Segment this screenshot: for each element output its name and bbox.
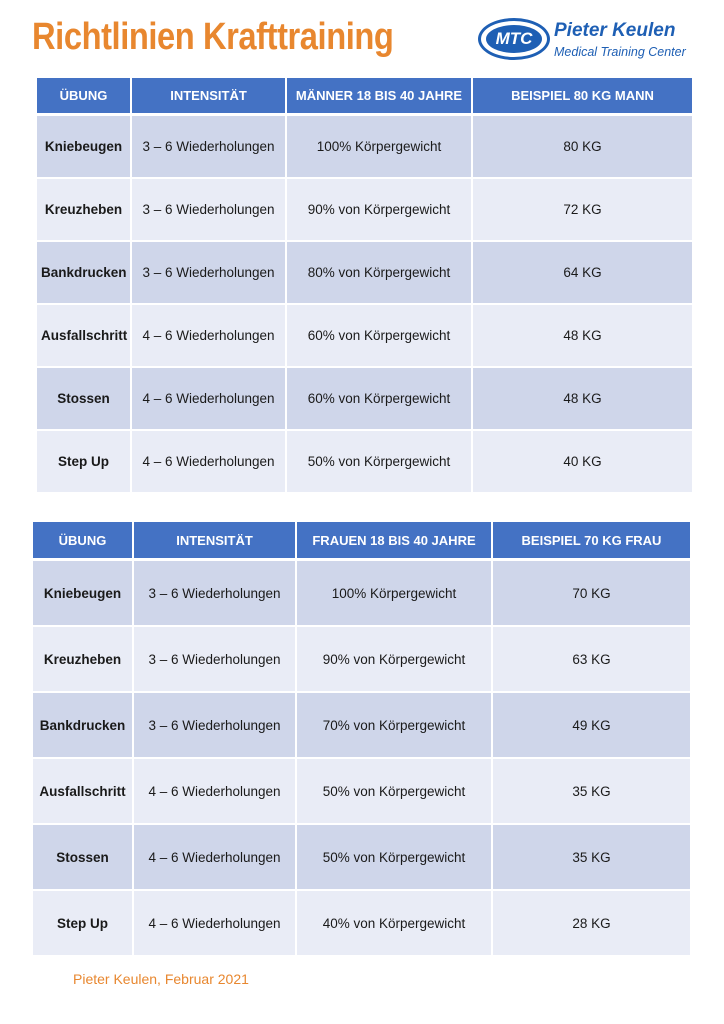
intensity-cell: 3 – 6 Wiederholungen [134,561,297,627]
column-header: INTENSITÄT [132,78,287,116]
table-header-row [37,78,692,116]
exercise-cell: Stossen [33,825,134,891]
example-weight-cell: 64 KG [473,242,692,305]
table-row [37,242,692,305]
intensity-cell: 3 – 6 Wiederholungen [134,627,297,693]
example-weight-cell: 49 KG [493,693,690,759]
men-guidelines-table [37,78,692,494]
table-row [37,179,692,242]
percentage-cell: 90% von Körpergewicht [287,179,473,242]
example-weight-cell: 48 KG [473,368,692,431]
column-header: ÜBUNG [37,78,132,116]
percentage-cell: 60% von Körpergewicht [287,305,473,368]
intensity-cell: 3 – 6 Wiederholungen [134,693,297,759]
percentage-cell: 50% von Körpergewicht [297,759,493,825]
logo-name: Pieter Keulen [554,20,676,41]
column-header: ÜBUNG [33,522,134,561]
exercise-cell: Kniebeugen [33,561,134,627]
example-weight-cell: 35 KG [493,825,690,891]
exercise-cell: Kreuzheben [33,627,134,693]
intensity-cell: 3 – 6 Wiederholungen [132,116,287,179]
example-weight-cell: 63 KG [493,627,690,693]
percentage-cell: 60% von Körpergewicht [287,368,473,431]
mtc-logo-badge-text: MTC [486,25,542,53]
exercise-cell: Step Up [37,431,132,494]
exercise-cell: Ausfallschritt [33,759,134,825]
example-weight-cell: 40 KG [473,431,692,494]
percentage-cell: 70% von Körpergewicht [297,693,493,759]
intensity-cell: 4 – 6 Wiederholungen [132,305,287,368]
table-row [33,627,690,693]
percentage-cell: 50% von Körpergewicht [297,825,493,891]
mtc-logo-badge [478,18,550,60]
exercise-cell: Kniebeugen [37,116,132,179]
example-weight-cell: 35 KG [493,759,690,825]
column-header: BEISPIEL 80 KG MANN [473,78,692,116]
example-weight-cell: 70 KG [493,561,690,627]
table-row [37,431,692,494]
example-weight-cell: 72 KG [473,179,692,242]
intensity-cell: 4 – 6 Wiederholungen [132,368,287,431]
intensity-cell: 4 – 6 Wiederholungen [134,759,297,825]
exercise-cell: Stossen [37,368,132,431]
percentage-cell: 100% Körpergewicht [287,116,473,179]
column-header: MÄNNER 18 BIS 40 JAHRE [287,78,473,116]
column-header: BEISPIEL 70 KG FRAU [493,522,690,561]
table-row [37,368,692,431]
exercise-cell: Bankdrucken [37,242,132,305]
exercise-cell: Step Up [33,891,134,957]
table-row [37,305,692,368]
column-header: FRAUEN 18 BIS 40 JAHRE [297,522,493,561]
women-guidelines-table [33,522,690,957]
intensity-cell: 4 – 6 Wiederholungen [134,891,297,957]
example-weight-cell: 28 KG [493,891,690,957]
table-row [33,561,690,627]
example-weight-cell: 48 KG [473,305,692,368]
mtc-logo [478,14,708,68]
intensity-cell: 4 – 6 Wiederholungen [134,825,297,891]
percentage-cell: 50% von Körpergewicht [287,431,473,494]
example-weight-cell: 80 KG [473,116,692,179]
percentage-cell: 80% von Körpergewicht [287,242,473,305]
percentage-cell: 90% von Körpergewicht [297,627,493,693]
footer-credit: Pieter Keulen, Februar 2021 [73,971,249,987]
table-row [33,825,690,891]
page-title: Richtlinien Krafttraining [32,16,394,58]
logo-subtitle: Medical Training Center [554,45,686,59]
intensity-cell: 3 – 6 Wiederholungen [132,179,287,242]
table-row [37,116,692,179]
table-row [33,693,690,759]
percentage-cell: 100% Körpergewicht [297,561,493,627]
exercise-cell: Bankdrucken [33,693,134,759]
exercise-cell: Ausfallschritt [37,305,132,368]
column-header: INTENSITÄT [134,522,297,561]
intensity-cell: 4 – 6 Wiederholungen [132,431,287,494]
percentage-cell: 40% von Körpergewicht [297,891,493,957]
intensity-cell: 3 – 6 Wiederholungen [132,242,287,305]
table-row [33,891,690,957]
exercise-cell: Kreuzheben [37,179,132,242]
table-row [33,759,690,825]
table-header-row [33,522,690,561]
